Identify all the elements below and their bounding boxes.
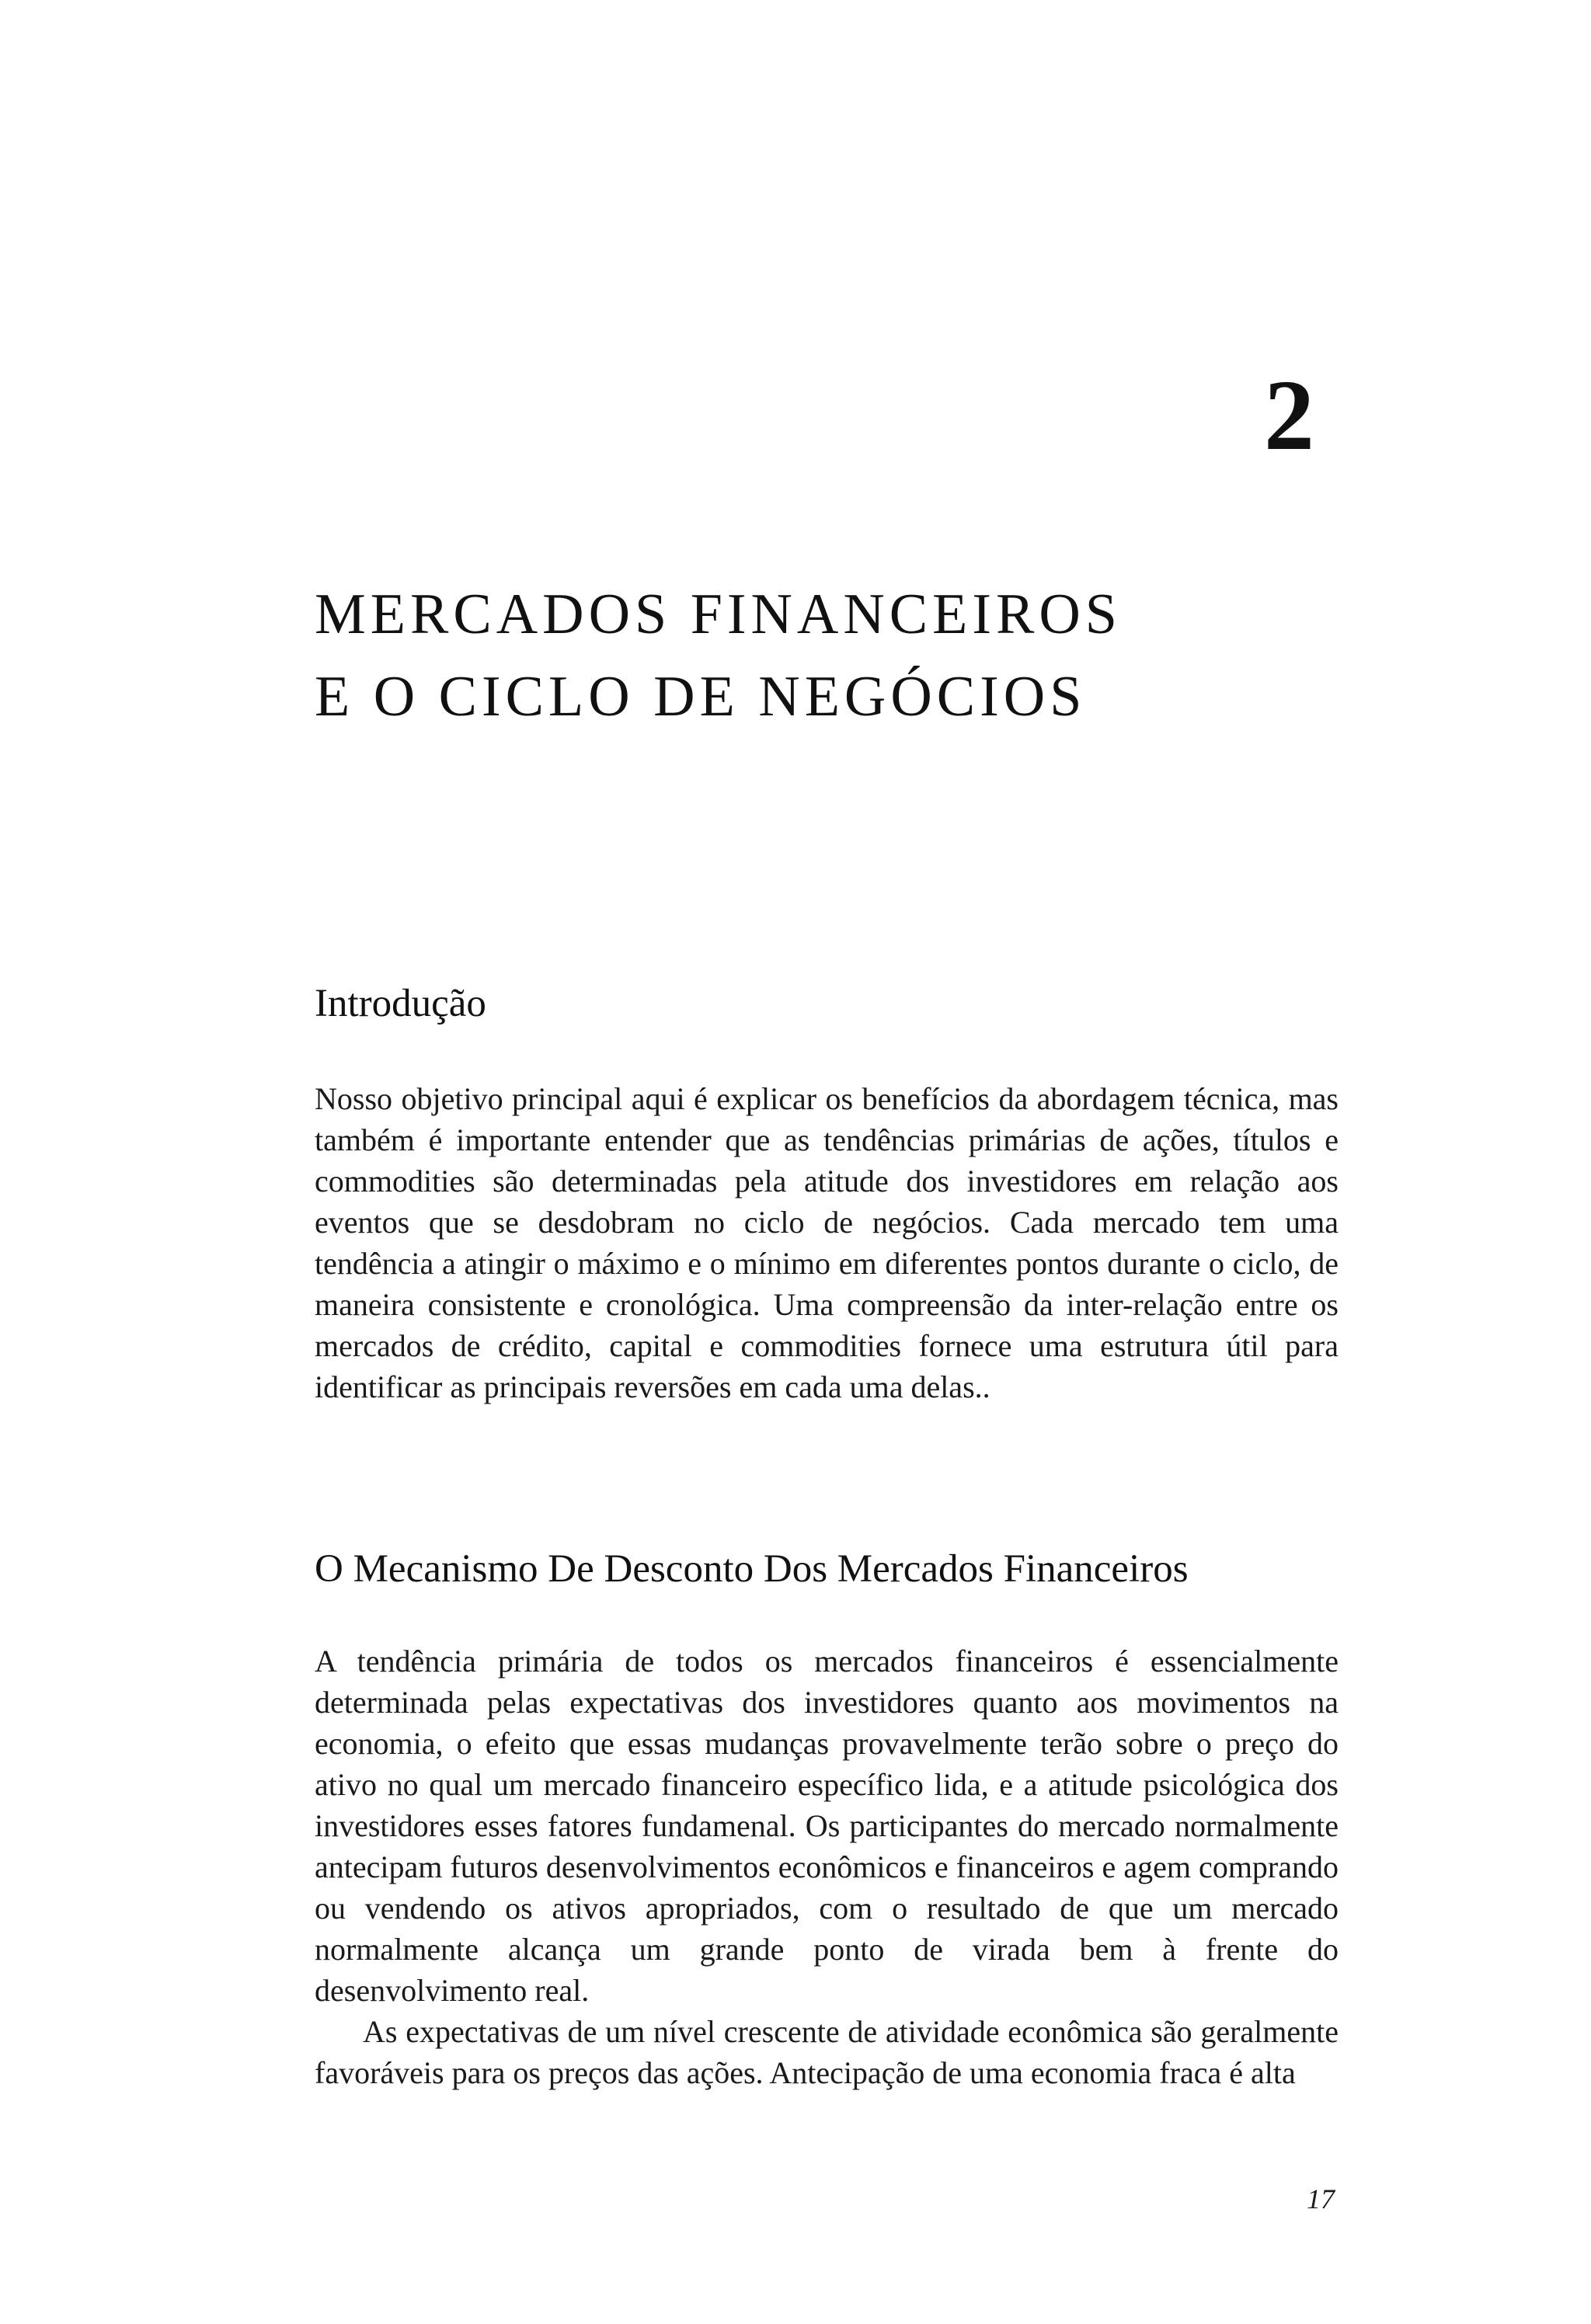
chapter-title-line-1: MERCADOS FINANCEIROS <box>315 583 1122 646</box>
section-body-mecanismo-de-desconto <box>315 1640 1339 2093</box>
section-heading-introducao: Introdução <box>315 982 486 1025</box>
paragraph: Nosso objetivo principal aqui é explicar os benefícios da abordagem técnica, mas também é importante entender que as tendências primárias de ações, títulos e commodities são determinadas pela atitude dos investidores em relação aos eventos que se desdobram no ciclo de negócios. Cada mercado tem uma tendência a atingir o máximo e o mínimo em diferentes pontos durante o ciclo, de maneira consistente e cronológica. Uma compreensão da inter-relação entre os mercados de crédito, capital e commodities fornece uma estrutura útil para identificar as principais reversões em cada uma delas.. <box>315 1081 1339 1404</box>
chapter-title-line-2: E O CICLO DE NEGÓCIOS <box>315 665 1087 729</box>
section-body-introducao <box>315 1078 1339 1407</box>
chapter-title <box>315 573 1325 738</box>
section-heading-mecanismo-de-desconto: O Mecanismo De Desconto Dos Mercados Financeiros <box>315 1547 1189 1591</box>
page-number: 17 <box>1307 2183 1335 2214</box>
paragraph: A tendência primária de todos os mercados financeiros é essencialmente determinada pelas expectativas dos investidores quanto aos movimentos na economia, o efeito que essas mudanças provavelmente terão sobre o preço do ativo no qual um mercado financeiro específico lida, e a atitude psicológica dos investidores esses fatores fundamenal. Os participantes do mercado normalmente antecipam futuros desenvolvimentos econômicos e financeiros e agem comprando ou vendendo os ativos apropriados, com o resultado de que um mercado normalmente alcança um grande ponto de virada bem à frente do desenvolvimento real. <box>315 1644 1339 2008</box>
chapter-number: 2 <box>1264 360 1314 471</box>
paragraph: As expectativas de um nível crescente de atividade econômica são geralmente favoráveis para os preços das ações. Antecipação de uma economia fraca é alta <box>315 2014 1339 2090</box>
